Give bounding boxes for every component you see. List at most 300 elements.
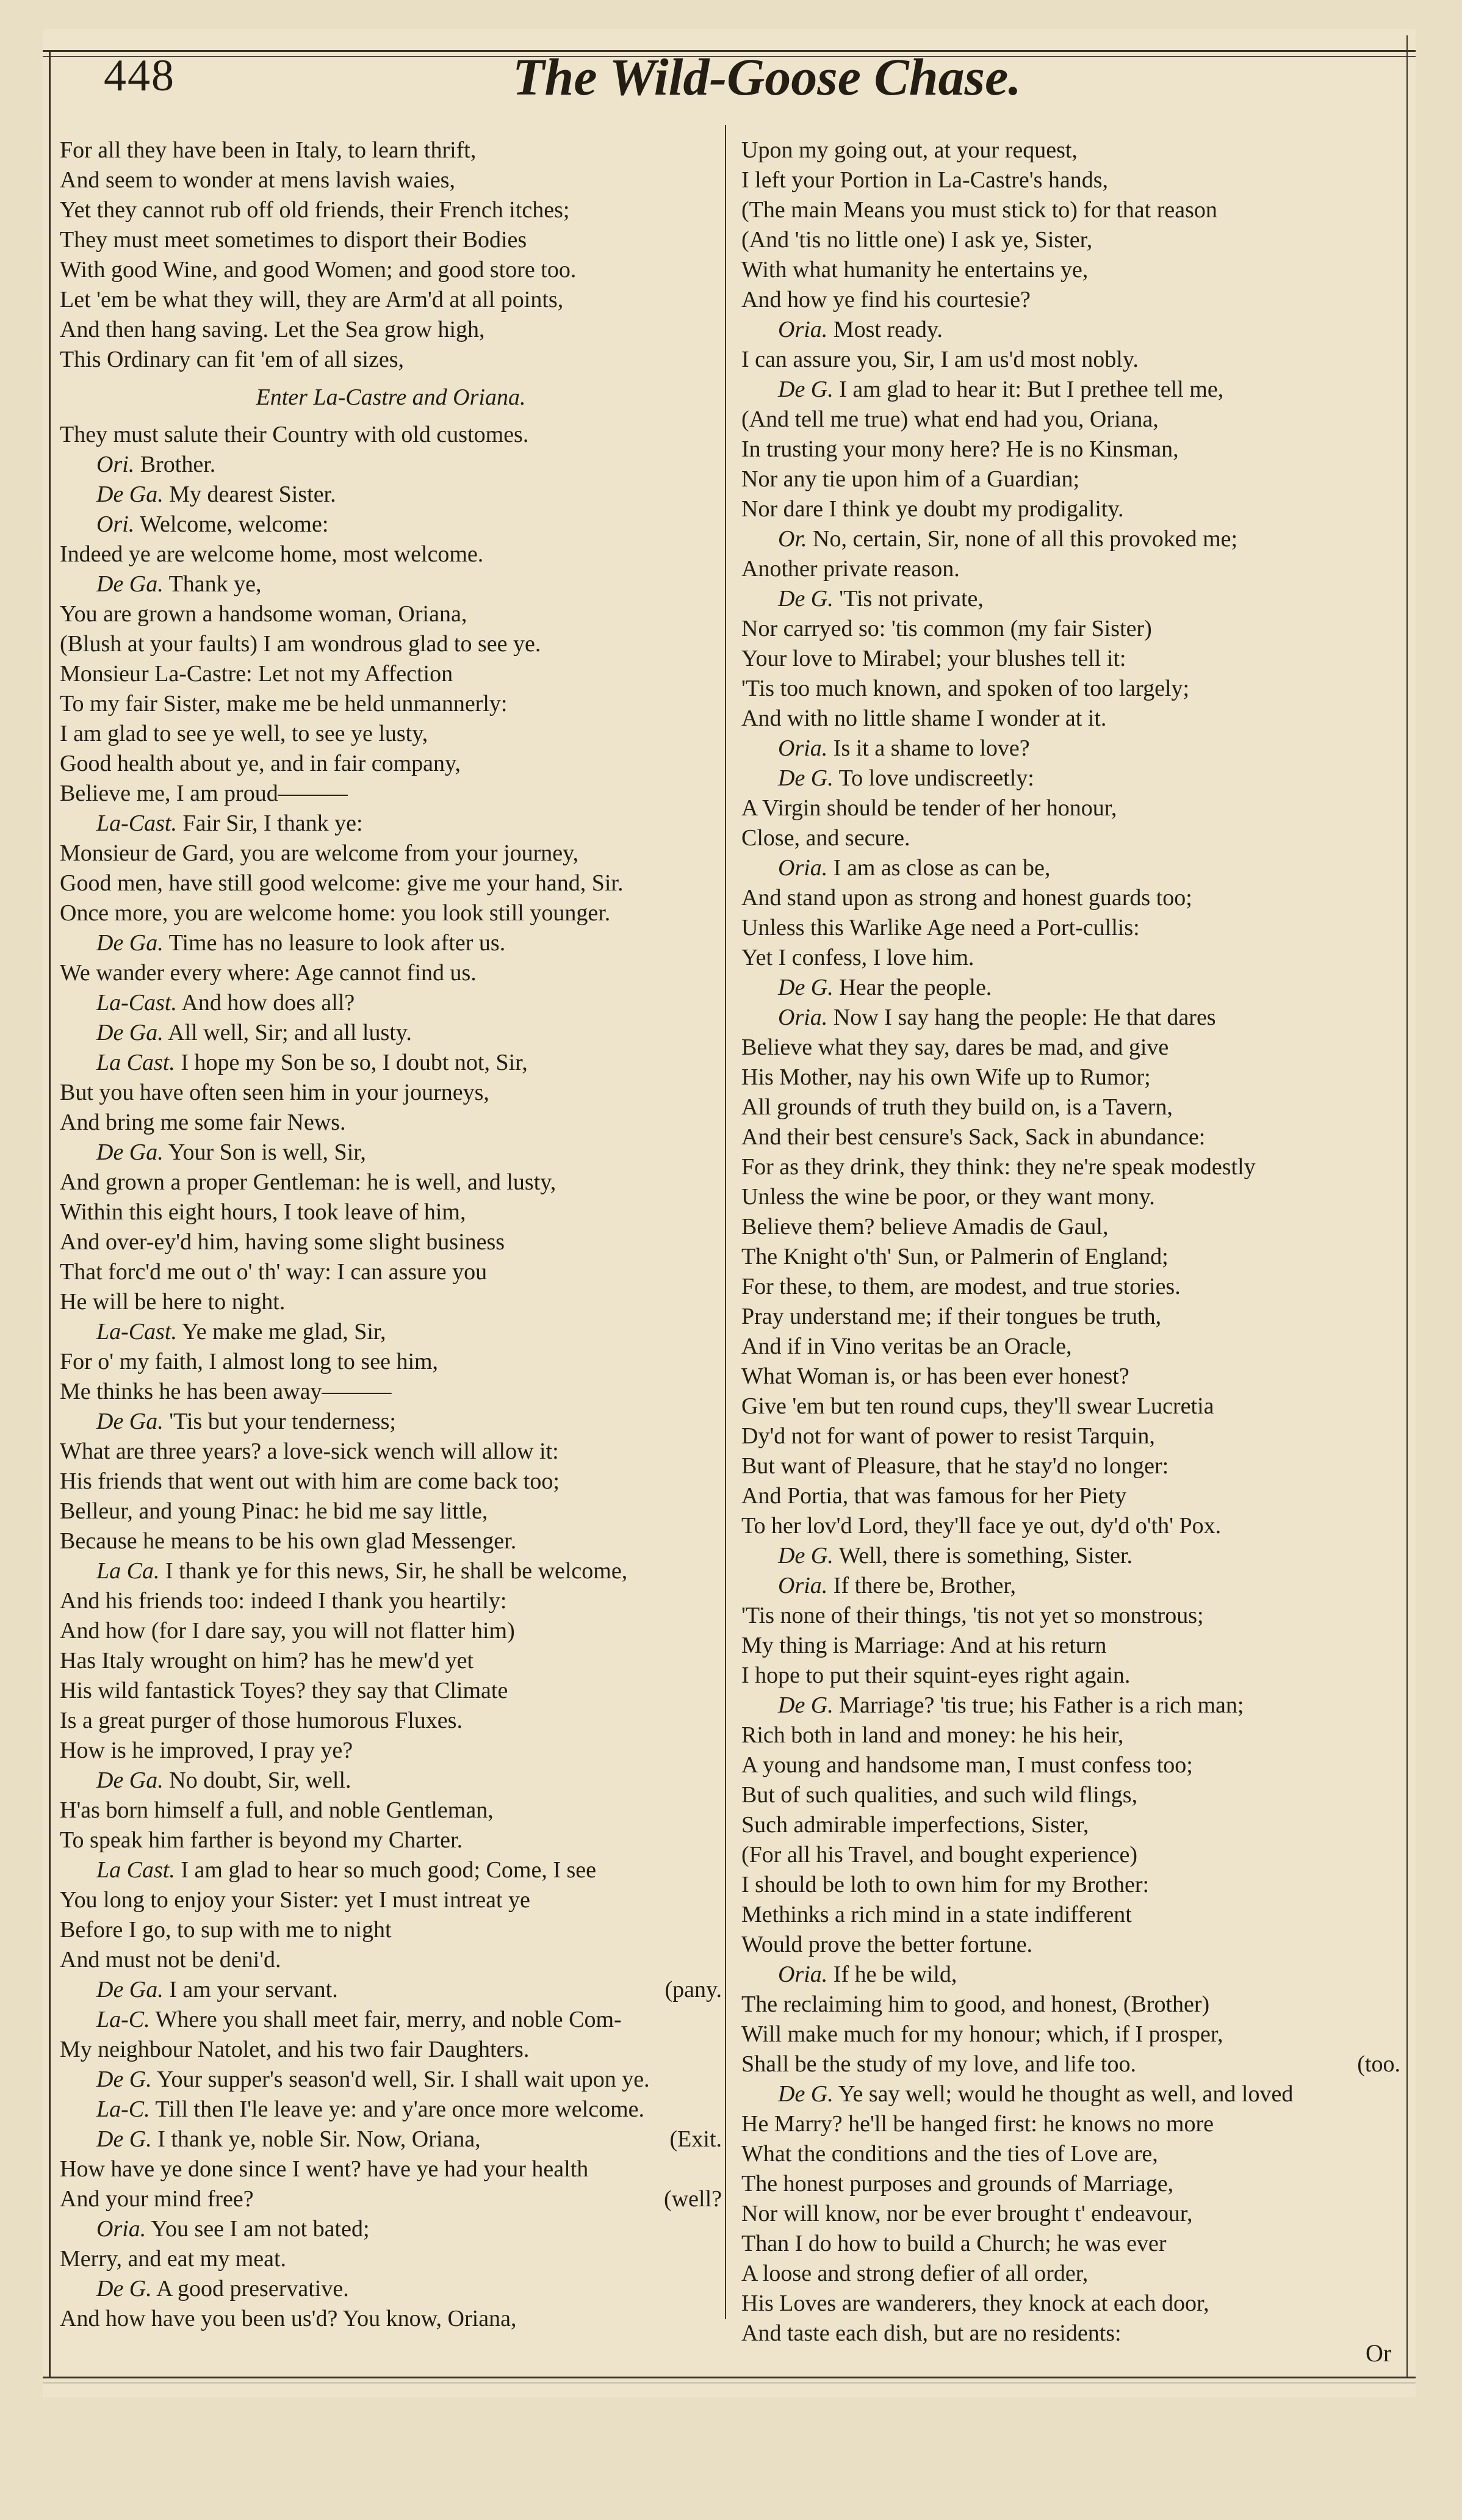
line-text: All grounds of truth they build on, is a Tavern, (741, 1094, 1173, 1120)
speaker-label: La Cast. (96, 1857, 175, 1883)
text-line (60, 510, 722, 540)
text-line (741, 1900, 1400, 1930)
text-line (60, 1407, 722, 1437)
line-text: Enter La-Castre and Oriana. (256, 384, 526, 410)
text-line (60, 225, 722, 255)
text-line (60, 749, 722, 779)
text-line (741, 1332, 1400, 1362)
text-line (741, 793, 1400, 823)
line-text: I am glad to hear it: But I prethee tell me, (839, 377, 1224, 402)
margin-note: (too. (1357, 2051, 1400, 2077)
line-text: His friends that went out with him are come back too; (60, 1468, 560, 1494)
text-line (60, 1018, 722, 1048)
right-text-column (741, 135, 1400, 2349)
text-line (60, 1825, 722, 1855)
text-line (741, 823, 1400, 853)
line-text: Merry, and eat my meat. (60, 2246, 287, 2272)
text-line (60, 1496, 722, 1526)
text-line (741, 2139, 1400, 2169)
line-text: Because he means to be his own glad Messenger. (60, 1528, 517, 1554)
line-text: To my fair Sister, make me be held unmannerly: (60, 691, 508, 717)
text-line (60, 928, 722, 958)
text-line (60, 1108, 722, 1138)
text-line (741, 853, 1400, 883)
speaker-label: La-Cast. (96, 1319, 177, 1345)
speaker-label: De G. (96, 2126, 152, 2152)
line-text: You long to enjoy your Sister: yet I must intreat ye (60, 1887, 530, 1913)
line-text: Indeed ye are welcome home, most welcome. (60, 541, 484, 567)
speaker-label: Ori. (96, 511, 135, 537)
line-text: Has Italy wrought on him? has he mew'd yet (60, 1648, 474, 1673)
text-line (60, 1586, 722, 1616)
line-text: Nor dare I think ye doubt my prodigality. (741, 496, 1124, 522)
line-text: Methinks a rich mind in a state indifferent (741, 1902, 1132, 1927)
text-line (741, 913, 1400, 943)
line-text: Shall be the study of my love, and life too. (741, 2051, 1136, 2077)
line-text: What are three years? a love-sick wench will allow it: (60, 1439, 559, 1464)
text-line (741, 764, 1400, 793)
line-text: Marriage? 'tis true; his Father is a rich man; (839, 1692, 1244, 1718)
speaker-label: Or. (778, 526, 807, 552)
line-text: And over-ey'd him, having some slight business (60, 1229, 505, 1255)
text-line (60, 315, 722, 345)
text-line (741, 1571, 1400, 1601)
line-text: I hope my Son be so, I doubt not, Sir, (181, 1050, 528, 1075)
speaker-label: De Ga. (96, 1977, 164, 2002)
line-text: Unless this Warlike Age need a Port-cullis: (741, 915, 1140, 940)
text-line (741, 494, 1400, 524)
line-text: (Blush at your faults) I am wondrous glad to see ye. (60, 631, 541, 657)
speaker-label: Ori. (96, 452, 135, 477)
line-text: Nor will know, nor be ever brought t' endeavour, (741, 2201, 1193, 2226)
line-text: For o' my faith, I almost long to see him, (60, 1349, 439, 1374)
text-line (741, 2079, 1400, 2109)
text-line (741, 135, 1400, 165)
text-line (741, 1840, 1400, 1870)
line-text: That forc'd me out o' th' way: I can assure you (60, 1259, 488, 1285)
line-text: Ye say well; would he thought as well, and loved (838, 2081, 1294, 2107)
text-line (741, 1302, 1400, 1332)
line-text: Time has no leasure to look after us. (168, 930, 506, 956)
text-line (60, 195, 722, 225)
text-line (60, 285, 722, 315)
line-text: A young and handsome man, I must confess too; (741, 1752, 1193, 1778)
line-text: I thank ye for this news, Sir, he shall be welcome, (165, 1558, 628, 1584)
text-line (60, 2154, 722, 2184)
text-line (60, 1945, 722, 1975)
text-line (741, 1990, 1400, 2020)
speaker-label: La-Cast. (96, 990, 177, 1016)
text-line (741, 2199, 1400, 2229)
line-text: Would prove the better fortune. (741, 1932, 1033, 1957)
text-line (741, 1691, 1400, 1720)
text-line (741, 1481, 1400, 1511)
line-text: I should be loth to own him for my Brother: (741, 1872, 1150, 1897)
text-line (741, 524, 1400, 554)
speaker-label: De Ga. (96, 1767, 164, 1793)
text-line (60, 1227, 722, 1257)
line-text: Upon my going out, at your request, (741, 137, 1078, 163)
text-line (741, 734, 1400, 764)
line-text: (And tell me true) what end had you, Oriana, (741, 406, 1159, 432)
line-text: A good preservative. (156, 2276, 349, 2302)
speaker-label: De G. (778, 765, 834, 791)
speaker-label: La Cast. (96, 1050, 175, 1075)
text-line (741, 973, 1400, 1003)
line-text: Such admirable imperfections, Sister, (741, 1812, 1089, 1838)
line-text: Thank ye, (168, 571, 262, 597)
text-line (60, 1526, 722, 1556)
line-text: Believe me, I am proud——— (60, 781, 348, 806)
line-text: (The main Means you must stick to) for that reason (741, 197, 1217, 223)
text-line (60, 719, 722, 749)
text-line (60, 2065, 722, 2095)
line-text: Unless the wine be poor, or they want mony. (741, 1184, 1155, 1210)
line-text: Brother. (140, 452, 216, 477)
text-line (741, 1601, 1400, 1631)
line-text: And stand upon as strong and honest guards too; (741, 885, 1192, 911)
text-line (60, 988, 722, 1018)
line-text: A loose and strong defier of all order, (741, 2261, 1089, 2286)
text-line (741, 225, 1400, 255)
text-line (741, 2259, 1400, 2289)
line-text: Good men, have still good welcome: give me your hand, Sir. (60, 870, 624, 896)
text-line (741, 315, 1400, 345)
line-text: No, certain, Sir, none of all this provoked me; (813, 526, 1238, 552)
line-text: Than I do how to build a Church; he was ever (741, 2231, 1167, 2256)
line-text: Till then I'le leave ye: and y'are once more welcome. (155, 2096, 645, 2122)
text-line (60, 1915, 722, 1945)
text-line (60, 2304, 722, 2334)
text-line (60, 839, 722, 868)
text-line (741, 614, 1400, 644)
line-text: Belleur, and young Pinac: he bid me say little, (60, 1498, 488, 1524)
text-line (741, 1810, 1400, 1840)
speaker-label: La-C. (96, 2096, 150, 2122)
text-line (60, 2214, 722, 2244)
line-text: And how does all? (181, 990, 355, 1016)
margin-note: (Exit. (669, 2126, 722, 2152)
line-text: Me thinks he has been away——— (60, 1379, 392, 1404)
text-line (60, 868, 722, 898)
text-line (60, 420, 722, 450)
text-line (741, 644, 1400, 674)
speaker-label: De Ga. (96, 1020, 164, 1045)
line-text: 'Tis too much known, and spoken of too largely; (741, 676, 1190, 701)
text-line (741, 1511, 1400, 1541)
line-text: The Knight o'th' Sun, or Palmerin of England; (741, 1244, 1169, 1269)
speaker-label: Oria. (778, 735, 828, 761)
speaker-label: La Ca. (96, 1558, 160, 1584)
line-text: He will be here to night. (60, 1289, 286, 1315)
text-line (60, 1766, 722, 1796)
line-text: His Loves are wanderers, they knock at each door, (741, 2291, 1209, 2316)
line-text: How have ye done since I went? have ye had your health (60, 2156, 589, 2182)
text-line (741, 1930, 1400, 1960)
line-text: What the conditions and the ties of Love are, (741, 2141, 1158, 2167)
line-text: Pray understand me; if their tongues be truth, (741, 1304, 1162, 1329)
line-text: You are grown a handsome woman, Oriana, (60, 601, 467, 627)
text-line (60, 1437, 722, 1467)
line-text: Will make much for my honour; which, if I prosper, (741, 2021, 1223, 2047)
speaker-label: De Ga. (96, 1409, 164, 1434)
line-text: To her lov'd Lord, they'll face ye out, dy'd o'th' Pox. (741, 1513, 1222, 1539)
line-text: They must meet sometimes to disport their Bodies (60, 227, 527, 253)
line-text: Believe them? believe Amadis de Gaul, (741, 1214, 1109, 1240)
line-text: Another private reason. (741, 556, 960, 582)
line-text: And must not be deni'd. (60, 1947, 281, 1973)
speaker-label: De G. (96, 2067, 152, 2092)
text-line (741, 255, 1400, 285)
line-text: They must salute their Country with old customes. (60, 422, 529, 447)
line-text: I thank ye, noble Sir. Now, Oriana, (157, 2126, 481, 2152)
text-line (60, 1706, 722, 1736)
speaker-label: De Ga. (96, 571, 164, 597)
text-line (741, 2229, 1400, 2259)
margin-note: (pany. (664, 1977, 722, 2002)
line-text: No doubt, Sir, well. (169, 1767, 351, 1793)
text-line (741, 883, 1400, 913)
speaker-label: De Ga. (96, 482, 164, 507)
text-line (60, 1646, 722, 1676)
line-text: I left your Portion in La-Castre's hands, (741, 167, 1109, 193)
text-line (60, 1467, 722, 1496)
left-rule (49, 50, 51, 2377)
line-text: I am glad to see ye well, to see ye lusty, (60, 721, 428, 746)
line-text: And taste each dish, but are no residents: (741, 2320, 1122, 2346)
text-line (60, 1975, 722, 2005)
text-line (741, 345, 1400, 375)
text-line (60, 2184, 722, 2214)
line-text: And seem to wonder at mens lavish waies, (60, 167, 455, 193)
line-text: We wander every where: Age cannot find us. (60, 960, 477, 986)
line-text: Hear the people. (839, 975, 992, 1000)
text-line (741, 1541, 1400, 1571)
text-line (60, 958, 722, 988)
line-text: What Woman is, or has been ever honest? (741, 1363, 1129, 1389)
line-text: He Marry? he'll be hanged first: he knows no more (741, 2111, 1214, 2137)
column-divider (725, 125, 726, 2319)
text-line (60, 1347, 722, 1377)
line-text: Is a great purger of those humorous Fluxes. (60, 1708, 463, 1733)
line-text: You see I am not bated; (151, 2216, 370, 2242)
line-text: Good health about ye, and in fair company, (60, 751, 461, 776)
text-line (741, 1780, 1400, 1810)
line-text: To speak him farther is beyond my Charter. (60, 1827, 463, 1853)
line-text: With what humanity he entertains ye, (741, 257, 1089, 283)
text-line (741, 2319, 1400, 2349)
text-line (60, 1676, 722, 1706)
text-line (741, 2169, 1400, 2199)
line-text: My dearest Sister. (169, 482, 336, 507)
text-line (60, 1138, 722, 1168)
line-text: I can assure you, Sir, I am us'd most nobly. (741, 347, 1139, 372)
line-text: But want of Pleasure, that he stay'd no longer: (741, 1453, 1169, 1479)
text-line (60, 2005, 722, 2035)
text-line (60, 2125, 722, 2154)
text-line (741, 1661, 1400, 1691)
line-text: To love undiscreetly: (838, 765, 1034, 791)
text-line (60, 629, 722, 659)
speaker-label: De G. (778, 377, 834, 402)
line-text: And how (for I dare say, you will not flatter him) (60, 1618, 515, 1644)
text-line (741, 1960, 1400, 1990)
text-line (60, 1168, 722, 1197)
text-line (741, 1003, 1400, 1033)
right-rule (1406, 35, 1408, 2377)
text-line (60, 1287, 722, 1317)
text-line (741, 1451, 1400, 1481)
catchword: Or (1366, 2339, 1392, 2367)
line-text: I am as close as can be, (833, 855, 1051, 881)
speaker-label: Oria. (778, 1573, 828, 1598)
text-line (741, 1092, 1400, 1122)
text-line (60, 659, 722, 689)
text-line (60, 345, 722, 375)
text-line (60, 898, 722, 928)
line-text: And how have you been us'd? You know, Oriana, (60, 2306, 517, 2331)
line-text: If he be wild, (833, 1962, 957, 1987)
text-line (741, 1362, 1400, 1392)
line-text: All well, Sir; and all lusty. (168, 1020, 412, 1045)
text-line (741, 1750, 1400, 1780)
text-line (60, 165, 722, 195)
speaker-label: Oria. (778, 317, 828, 342)
line-text: Now I say hang the people: He that dares (833, 1005, 1216, 1030)
text-line (741, 1392, 1400, 1421)
speaker-label: De G. (778, 586, 834, 612)
line-text: This Ordinary can fit 'em of all sizes, (60, 347, 405, 372)
text-line (60, 450, 722, 480)
line-text: And your mind free? (60, 2186, 254, 2212)
line-text: (For all his Travel, and bought experience) (741, 1842, 1138, 1868)
text-line (60, 1736, 722, 1766)
text-line (741, 2289, 1400, 2319)
text-line (741, 1122, 1400, 1152)
line-text: I hope to put their squint-eyes right again. (741, 1663, 1131, 1688)
text-line (741, 943, 1400, 973)
speaker-label: Oria. (778, 855, 828, 881)
speaker-label: Oria. (96, 2216, 146, 2242)
line-text: And Portia, that was famous for her Piety (741, 1483, 1127, 1509)
text-line (60, 1197, 722, 1227)
text-line (741, 1212, 1400, 1242)
line-text: Monsieur La-Castre: Let not my Affection (60, 661, 453, 687)
text-line (741, 195, 1400, 225)
line-text: Ye make me glad, Sir, (182, 1319, 386, 1345)
text-line (741, 1272, 1400, 1302)
line-text: Let 'em be what they will, they are Arm'd at all points, (60, 287, 564, 312)
speaker-label: Oria. (778, 1962, 828, 1987)
text-line (741, 584, 1400, 614)
text-line (741, 435, 1400, 464)
speaker-label: De G. (778, 975, 834, 1000)
text-line (60, 1257, 722, 1287)
speaker-label: De G. (778, 1692, 834, 1718)
line-text: Within this eight hours, I took leave of him, (60, 1199, 466, 1225)
text-line (741, 704, 1400, 734)
line-text: 'Tis none of their things, 'tis not yet so monstrous; (741, 1603, 1204, 1628)
speaker-label: De Ga. (96, 1139, 164, 1165)
line-text: If there be, Brother, (833, 1573, 1016, 1598)
text-line (741, 554, 1400, 584)
text-line (741, 2049, 1400, 2079)
line-text: Yet I confess, I love him. (741, 945, 974, 970)
text-line (60, 1377, 722, 1407)
text-line (741, 165, 1400, 195)
line-text: His wild fantastick Toyes? they say that Climate (60, 1678, 508, 1703)
line-text: Your Son is well, Sir, (168, 1139, 366, 1165)
text-line (741, 1242, 1400, 1272)
text-line (741, 1631, 1400, 1661)
text-line (741, 1421, 1400, 1451)
text-line (741, 674, 1400, 704)
line-text: Once more, you are welcome home: you look still younger. (60, 900, 611, 926)
line-text: Is it a shame to love? (833, 735, 1030, 761)
speaker-label: De G. (96, 2276, 152, 2302)
text-line (741, 285, 1400, 315)
text-line (60, 2095, 722, 2125)
line-text: And if in Vino veritas be an Oracle, (741, 1334, 1072, 1359)
text-line (60, 1317, 722, 1347)
text-line (60, 540, 722, 569)
line-text: (And 'tis no little one) I ask ye, Sister, (741, 227, 1093, 253)
text-line (60, 1885, 722, 1915)
bottom-rule (43, 2377, 1416, 2378)
line-text: Yet they cannot rub off old friends, their French itches; (60, 197, 570, 223)
line-text: Welcome, welcome: (140, 511, 329, 537)
speaker-label: La-C. (96, 2007, 150, 2032)
line-text: And then hang saving. Let the Sea grow high, (60, 317, 485, 342)
line-text: And their best censure's Sack, Sack in abundance: (741, 1124, 1206, 1150)
line-text: Fair Sir, I thank ye: (182, 811, 363, 836)
line-text: Believe what they say, dares be mad, and give (741, 1034, 1169, 1060)
text-line (741, 1870, 1400, 1900)
text-line (741, 1182, 1400, 1212)
text-line (60, 375, 722, 420)
line-text: And bring me some fair News. (60, 1110, 346, 1135)
speaker-label: De G. (778, 2081, 834, 2107)
line-text: Most ready. (833, 317, 943, 342)
line-text: The reclaiming him to good, and honest, (Brother) (741, 1991, 1210, 2017)
text-line (60, 1616, 722, 1646)
line-text: Well, there is something, Sister. (838, 1543, 1133, 1569)
line-text: My neighbour Natolet, and his two fair Daughters. (60, 2037, 530, 2062)
line-text: Give 'em but ten round cups, they'll swear Lucretia (741, 1393, 1214, 1419)
line-text: Where you shall meet fair, merry, and noble Com- (155, 2007, 622, 2032)
line-text: 'Tis but your tenderness; (169, 1409, 396, 1434)
text-line (60, 1796, 722, 1825)
line-text: I am glad to hear so much good; Come, I see (181, 1857, 596, 1883)
speaker-label: De G. (778, 1543, 834, 1569)
line-text: Dy'd not for want of power to resist Tarquin, (741, 1423, 1155, 1449)
left-text-column (60, 135, 722, 2334)
line-text: And his friends too: indeed I thank you heartily: (60, 1588, 507, 1614)
line-text: Your love to Mirabel; your blushes tell it: (741, 646, 1126, 671)
text-line (741, 1033, 1400, 1063)
text-line (60, 569, 722, 599)
text-line (741, 1152, 1400, 1182)
line-text: Nor carryed so: 'tis common (my fair Sister) (741, 616, 1152, 641)
line-text: The honest purposes and grounds of Marriage, (741, 2171, 1174, 2197)
line-text: And how ye find his courtesie? (741, 287, 1031, 312)
text-line (60, 809, 722, 839)
line-text: Close, and secure. (741, 825, 910, 851)
line-text: I am your servant. (169, 1977, 338, 2002)
text-line (60, 2035, 722, 2065)
text-line (60, 2244, 722, 2274)
text-line (60, 689, 722, 719)
